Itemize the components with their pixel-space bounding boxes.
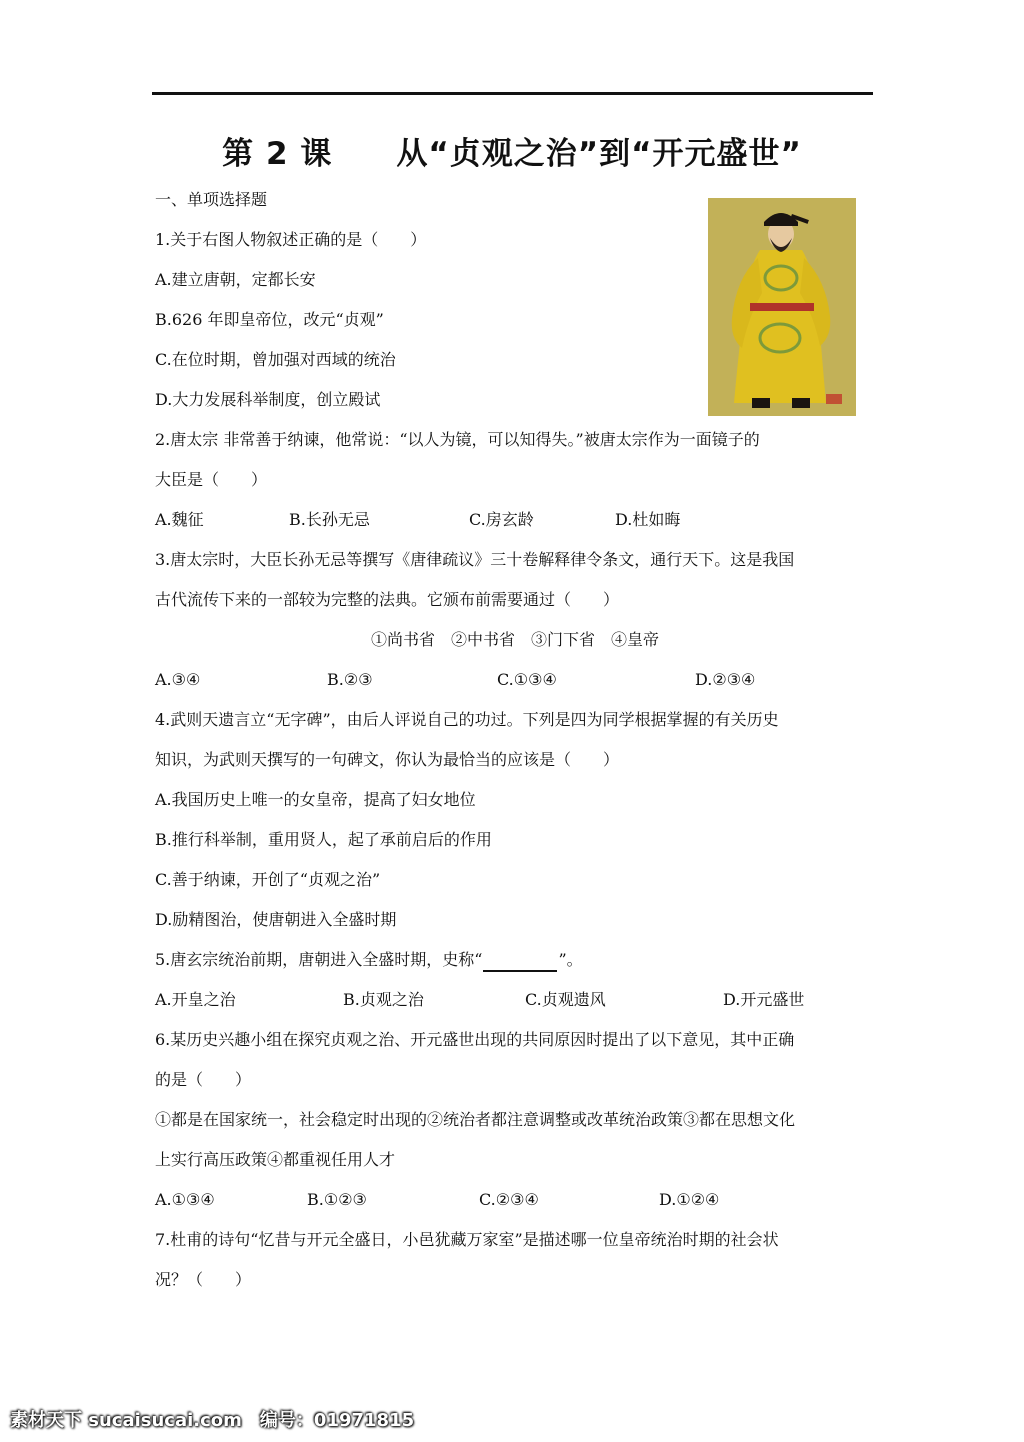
question-5-option-b: B.贞观之治 [343,990,424,1009]
question-1-option-c: C.在位时期，曾加强对西域的统治 [155,350,396,369]
question-5-option-a: A.开皇之治 [155,990,236,1009]
question-6-stem-cont: 的是（ ） [155,1070,252,1089]
question-1-stem: 1.关于右图人物叙述正确的是（ ） [155,230,427,249]
question-2-stem-cont: 大臣是（ ） [155,470,268,489]
question-2-option-d: D.杜如晦 [615,510,681,529]
question-5-option-d: D.开元盛世 [723,990,805,1009]
question-4-stem: 4.武则天遗言立“无字碑”，由后人评说自己的功过。下列是四为同学根据掌握的有关历史 [155,710,779,729]
question-2-option-b: B.长孙无忌 [289,510,370,529]
question-4-option-c: C.善于纳谏，开创了“贞观之治” [155,870,381,889]
question-5-options [155,980,875,1020]
question-4-stem-cont: 知识，为武则天撰写的一句碑文，你认为最恰当的应该是（ ） [155,750,620,769]
question-6-stem: 6.某历史兴趣小组在探究贞观之治、开元盛世出现的共同原因时提出了以下意见，其中正确 [155,1030,795,1049]
question-2-option-a: A.魏征 [155,510,204,529]
question-6-option-b: B.①②③ [307,1190,367,1209]
question-list [155,180,875,1300]
header-rule [152,92,873,95]
lesson-title: 第 2 课 从“贞观之治”到“开元盛世” [222,136,802,172]
question-3-items: ①尚书省 ②中书省 ③门下省 ④皇帝 [370,630,659,649]
question-3-stem: 3.唐太宗时，大臣长孙无忌等撰写《唐律疏议》三十卷解释律令条文，通行天下。这是我国 [155,550,795,569]
question-2-options [155,500,875,540]
question-4-option-b: B.推行科举制，重用贤人，起了承前启后的作用 [155,830,492,849]
question-5-stem [155,940,875,980]
question-7-stem: 7.杜甫的诗句“忆昔与开元全盛日，小邑犹藏万家室”是描述哪一位皇帝统治时期的社会状 [155,1230,779,1249]
question-6-option-d: D.①②④ [659,1190,720,1209]
question-6-option-c: C.②③④ [479,1190,539,1209]
question-1-option-b: B.626 年即皇帝位，改元“贞观” [155,310,384,329]
question-3-option-a: A.③④ [155,670,201,689]
question-5-option-c: C.贞观遗风 [525,990,606,1009]
question-5-stem-after: ”。 [558,950,583,969]
question-6-option-a: A.①③④ [155,1190,215,1209]
question-7-stem-cont: 况？（ ） [155,1270,252,1289]
question-4-option-a: A.我国历史上唯一的女皇帝，提高了妇女地位 [155,790,476,809]
question-3-stem-cont: 古代流传下来的一部较为完整的法典。它颁布前需要通过（ ） [155,590,620,609]
question-2-option-c: C.房玄龄 [469,510,534,529]
question-4-option-d: D.励精图治，使唐朝进入全盛时期 [155,910,397,929]
question-1-option-a: A.建立唐朝，定都长安 [155,270,316,289]
section-heading: 一、单项选择题 [155,190,268,209]
question-3-option-c: C.①③④ [497,670,557,689]
question-2-stem: 2.唐太宗 非常善于纳谏，他常说：“以人为镜，可以知得失。”被唐太宗作为一面镜子的 [155,430,760,449]
question-6-statements-cont: 上实行高压政策④都重视任用人才 [155,1150,396,1169]
question-3-option-d: D.②③④ [695,670,756,689]
question-3-options [155,660,875,700]
answer-blank [483,950,557,972]
question-1-option-d: D.大力发展科举制度，创立殿试 [155,390,381,409]
question-6-options [155,1180,875,1220]
question-3-option-b: B.②③ [327,670,373,689]
question-5-stem-before: 5.唐玄宗统治前期，唐朝进入全盛时期，史称“ [155,950,483,969]
question-6-statements: ①都是在国家统一，社会稳定时出现的②统治者都注意调整或改革统治政策③都在思想文化 [155,1110,796,1129]
watermark-text: 素材天下 sucaisucai.com 编号：01971815 [10,1410,415,1431]
